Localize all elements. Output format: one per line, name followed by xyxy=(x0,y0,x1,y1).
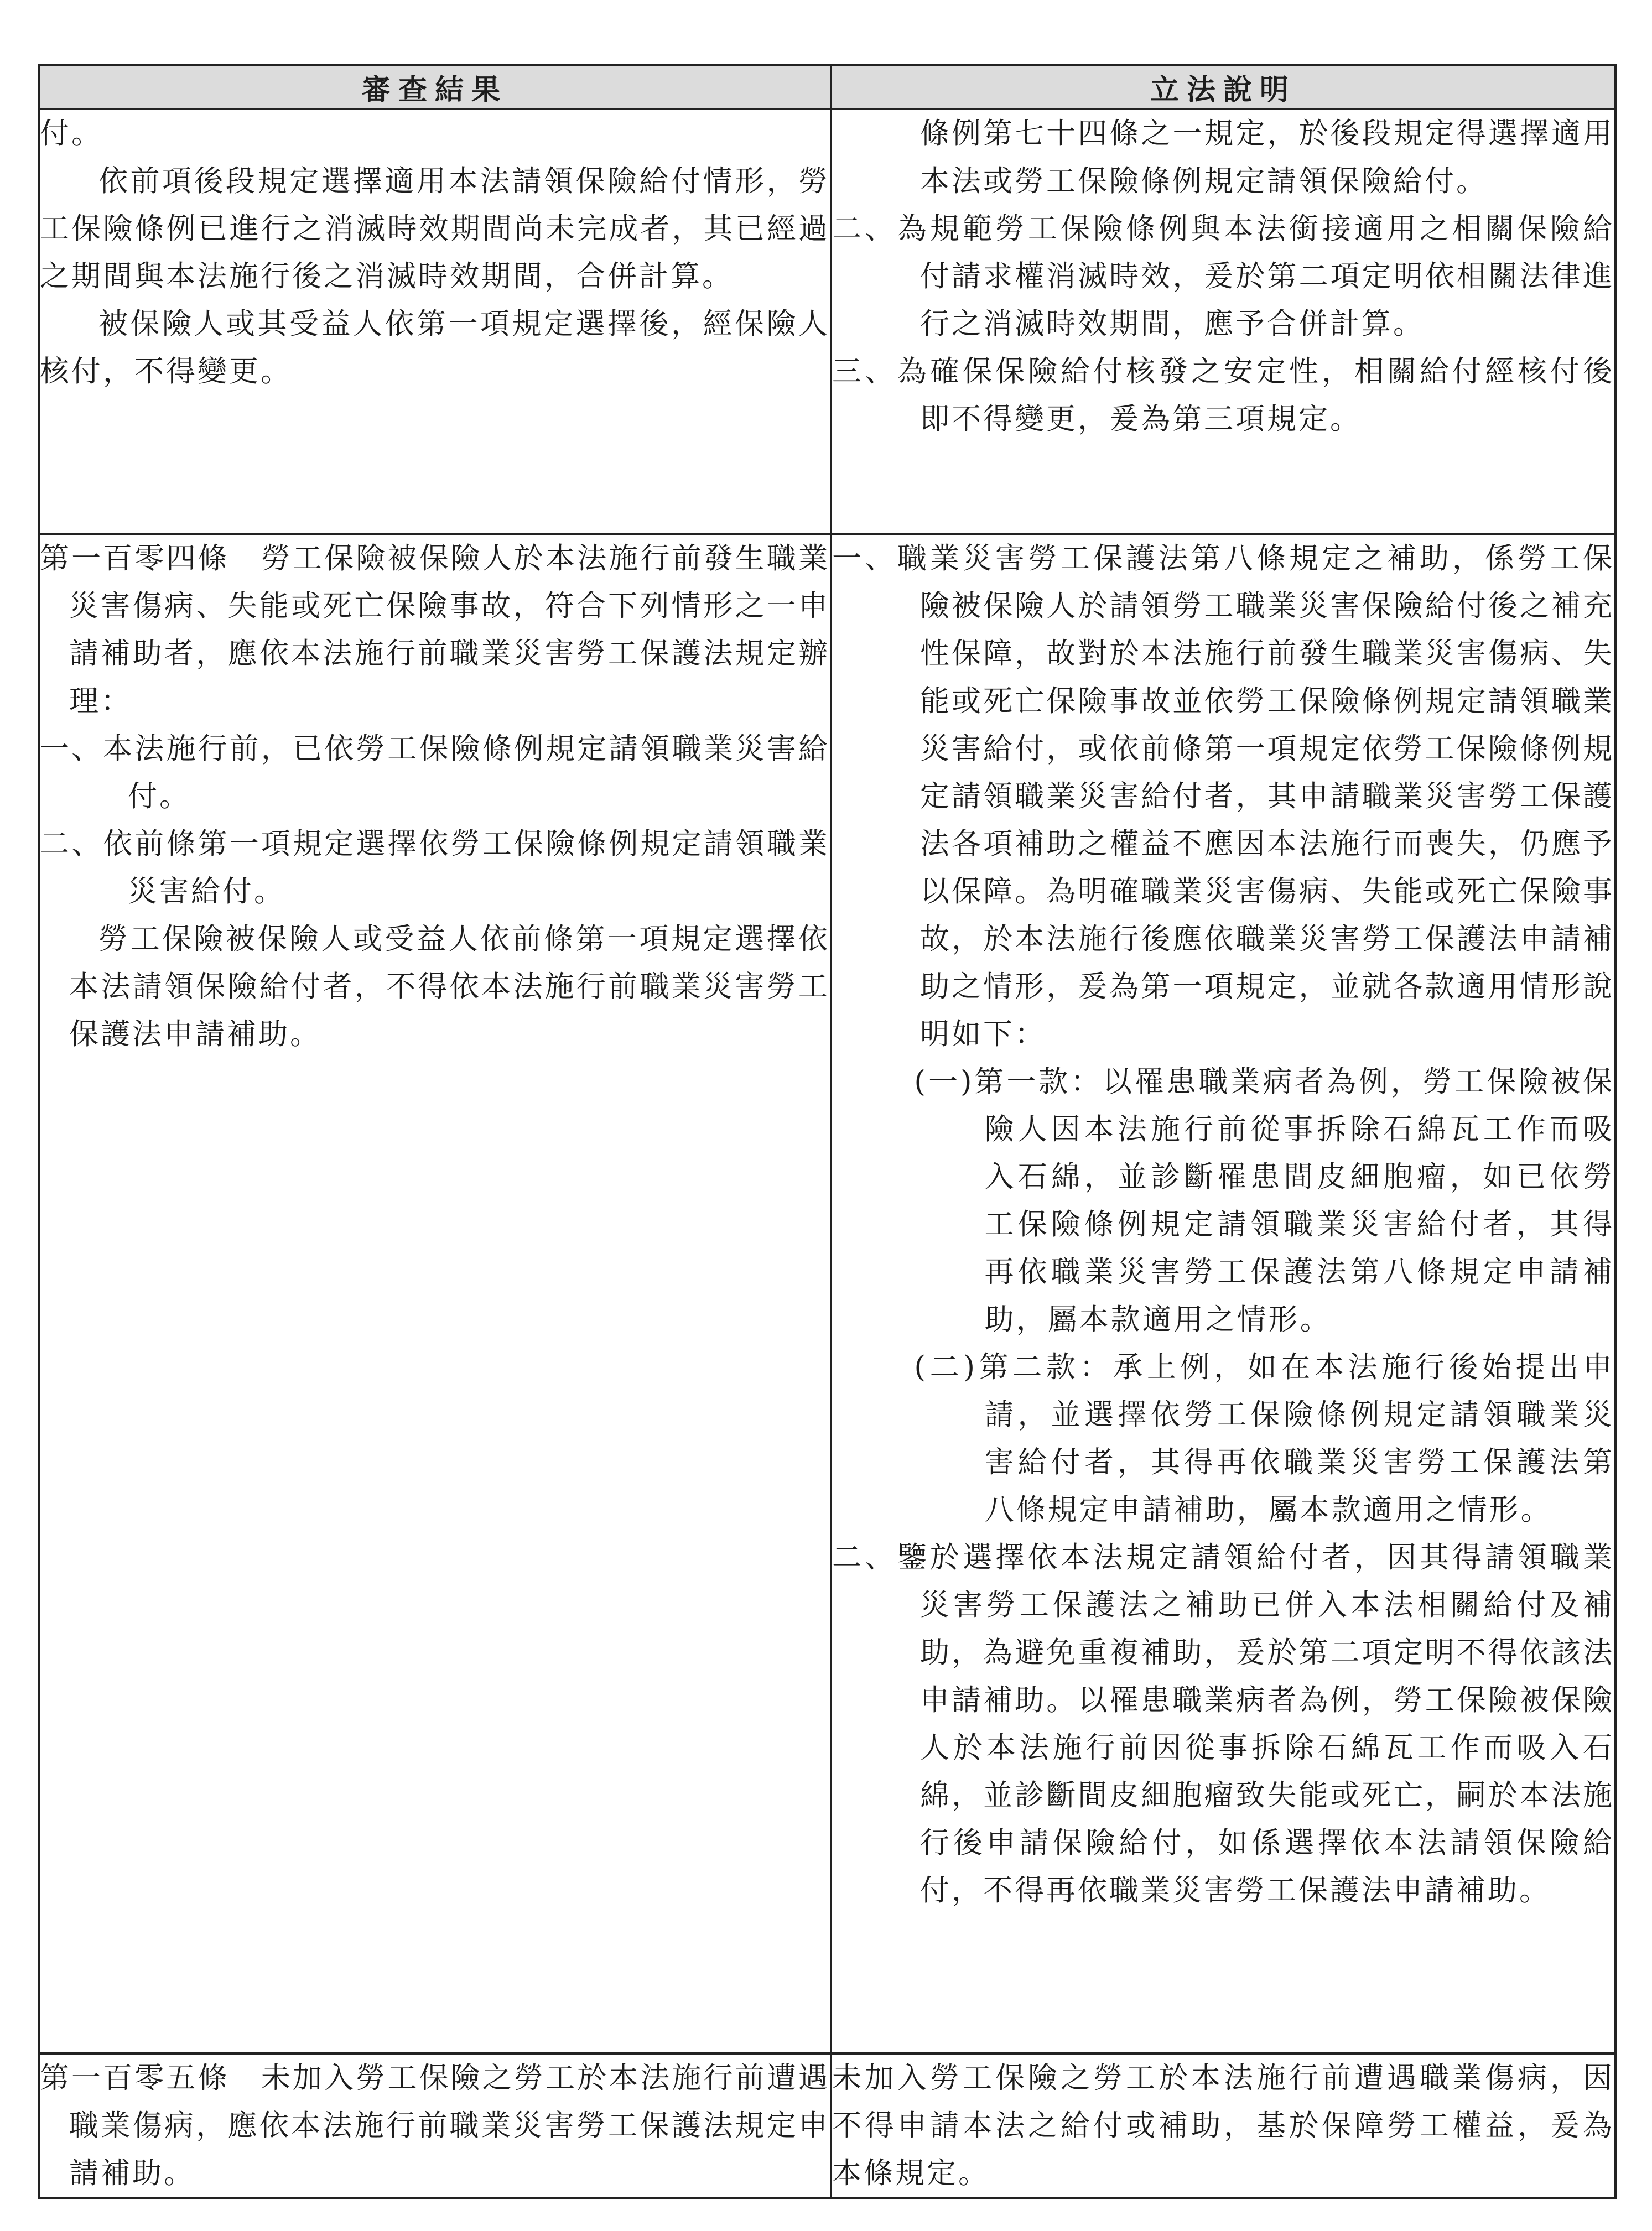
numbered-item: 二、鑒於選擇依本法規定請領給付者，因其得請領職業災害勞工保護法之補助已併入本法相關給付及補助，為避免重複補助，爰於第二項定明不得依該法申請補助。以罹患職業病者為例，勞工保險被保險人於本法施行前因從事拆除石綿瓦工作而吸入石綿，並診斷間皮細胞瘤致失能或死亡，嗣於本法施行後申請保險給付，如係選擇依本法請領保險給付，不得再依職業災害勞工保護法申請補助。 xyxy=(832,1541,1614,1907)
paragraph: 依前項後段規定選擇適用本法請領保險給付情形，勞工保險條例已進行之消滅時效期間尚未完成者，其已經過之期間與本法施行後之消滅時效期間，合併計算。 xyxy=(40,164,830,293)
comparison-table xyxy=(38,64,1617,2199)
review-result-cell xyxy=(39,109,831,534)
header-legislative-explanation: 立法說明 xyxy=(831,65,1615,109)
explanation-cell xyxy=(831,2053,1615,2198)
table-row xyxy=(39,534,1615,2053)
numbered-item: 一、本法施行前，已依勞工保險條例規定請領職業災害給付。 xyxy=(40,732,830,813)
table-row xyxy=(39,109,1615,534)
paragraph: 未加入勞工保險之勞工於本法施行前遭遇職業傷病，因不得申請本法之給付或補助，基於保障勞工權益，爰為本條規定。 xyxy=(832,2061,1614,2190)
paragraph: 付。 xyxy=(40,117,103,150)
numbered-item: 三、為確保保險給付核發之安定性，相關給付經核付後即不得變更，爰為第三項規定。 xyxy=(832,355,1614,436)
numbered-item: 一、職業災害勞工保護法第八條規定之補助，係勞工保險被保險人於請領勞工職業災害保險給付後之補充性保障，故對於本法施行前發生職業災害傷病、失能或死亡保險事故並依勞工保險條例規定請領職業災害給付，或依前條第一項規定依勞工保險條例規定請領職業災害給付者，其申請職業災害勞工保護法各項補助之權益不應因本法施行而喪失，仍應予以保障。為明確職業災害傷病、失能或死亡保險事故，於本法施行後應依職業災害勞工保護法申請補助之情形，爰為第一項規定，並就各款適用情形說明如下： xyxy=(832,542,1614,1051)
numbered-item: 二、依前條第一項規定選擇依勞工保險條例規定請領職業災害給付。 xyxy=(40,827,830,908)
sub-item: (一)第一款：以罹患職業病者為例，勞工保險被保險人因本法施行前從事拆除石綿瓦工作而吸入石綿，並診斷罹患間皮細胞瘤，如已依勞工保險條例規定請領職業災害給付者，其得再依職業災害勞工保護法第八條規定申請補助，屬本款適用之情形。 xyxy=(914,1065,1614,1336)
numbered-item: 二、為規範勞工保險條例與本法銜接適用之相關保險給付請求權消滅時效，爰於第二項定明依相關法律進行之消滅時效期間，應予合併計算。 xyxy=(832,212,1614,341)
table-row xyxy=(39,2053,1615,2198)
paragraph: 條例第七十四條之一規定，於後段規定得選擇適用本法或勞工保險條例規定請領保險給付。 xyxy=(920,117,1614,198)
explanation-cell xyxy=(831,534,1615,2053)
review-result-cell xyxy=(39,2053,831,2198)
paragraph: 被保險人或其受益人依第一項規定選擇後，經保險人核付，不得變更。 xyxy=(40,307,830,388)
paragraph: 勞工保險被保險人或受益人依前條第一項規定選擇依本法請領保險給付者，不得依本法施行前職業災害勞工保護法申請補助。 xyxy=(69,922,830,1051)
review-result-cell xyxy=(39,534,831,2053)
article-paragraph: 第一百零四條 勞工保險被保險人於本法施行前發生職業災害傷病、失能或死亡保險事故，符合下列情形之一申請補助者，應依本法施行前職業災害勞工保護法規定辦理： xyxy=(40,542,830,718)
table-header-row xyxy=(39,65,1615,109)
article-paragraph: 第一百零五條 未加入勞工保險之勞工於本法施行前遭遇職業傷病，應依本法施行前職業災害勞工保護法規定申請補助。 xyxy=(40,2061,830,2190)
header-review-result: 審查結果 xyxy=(39,65,831,109)
sub-item: (二)第二款：承上例，如在本法施行後始提出申請，並選擇依勞工保險條例規定請領職業災害給付者，其得再依職業災害勞工保護法第八條規定申請補助，屬本款適用之情形。 xyxy=(914,1350,1614,1527)
explanation-cell xyxy=(831,109,1615,534)
